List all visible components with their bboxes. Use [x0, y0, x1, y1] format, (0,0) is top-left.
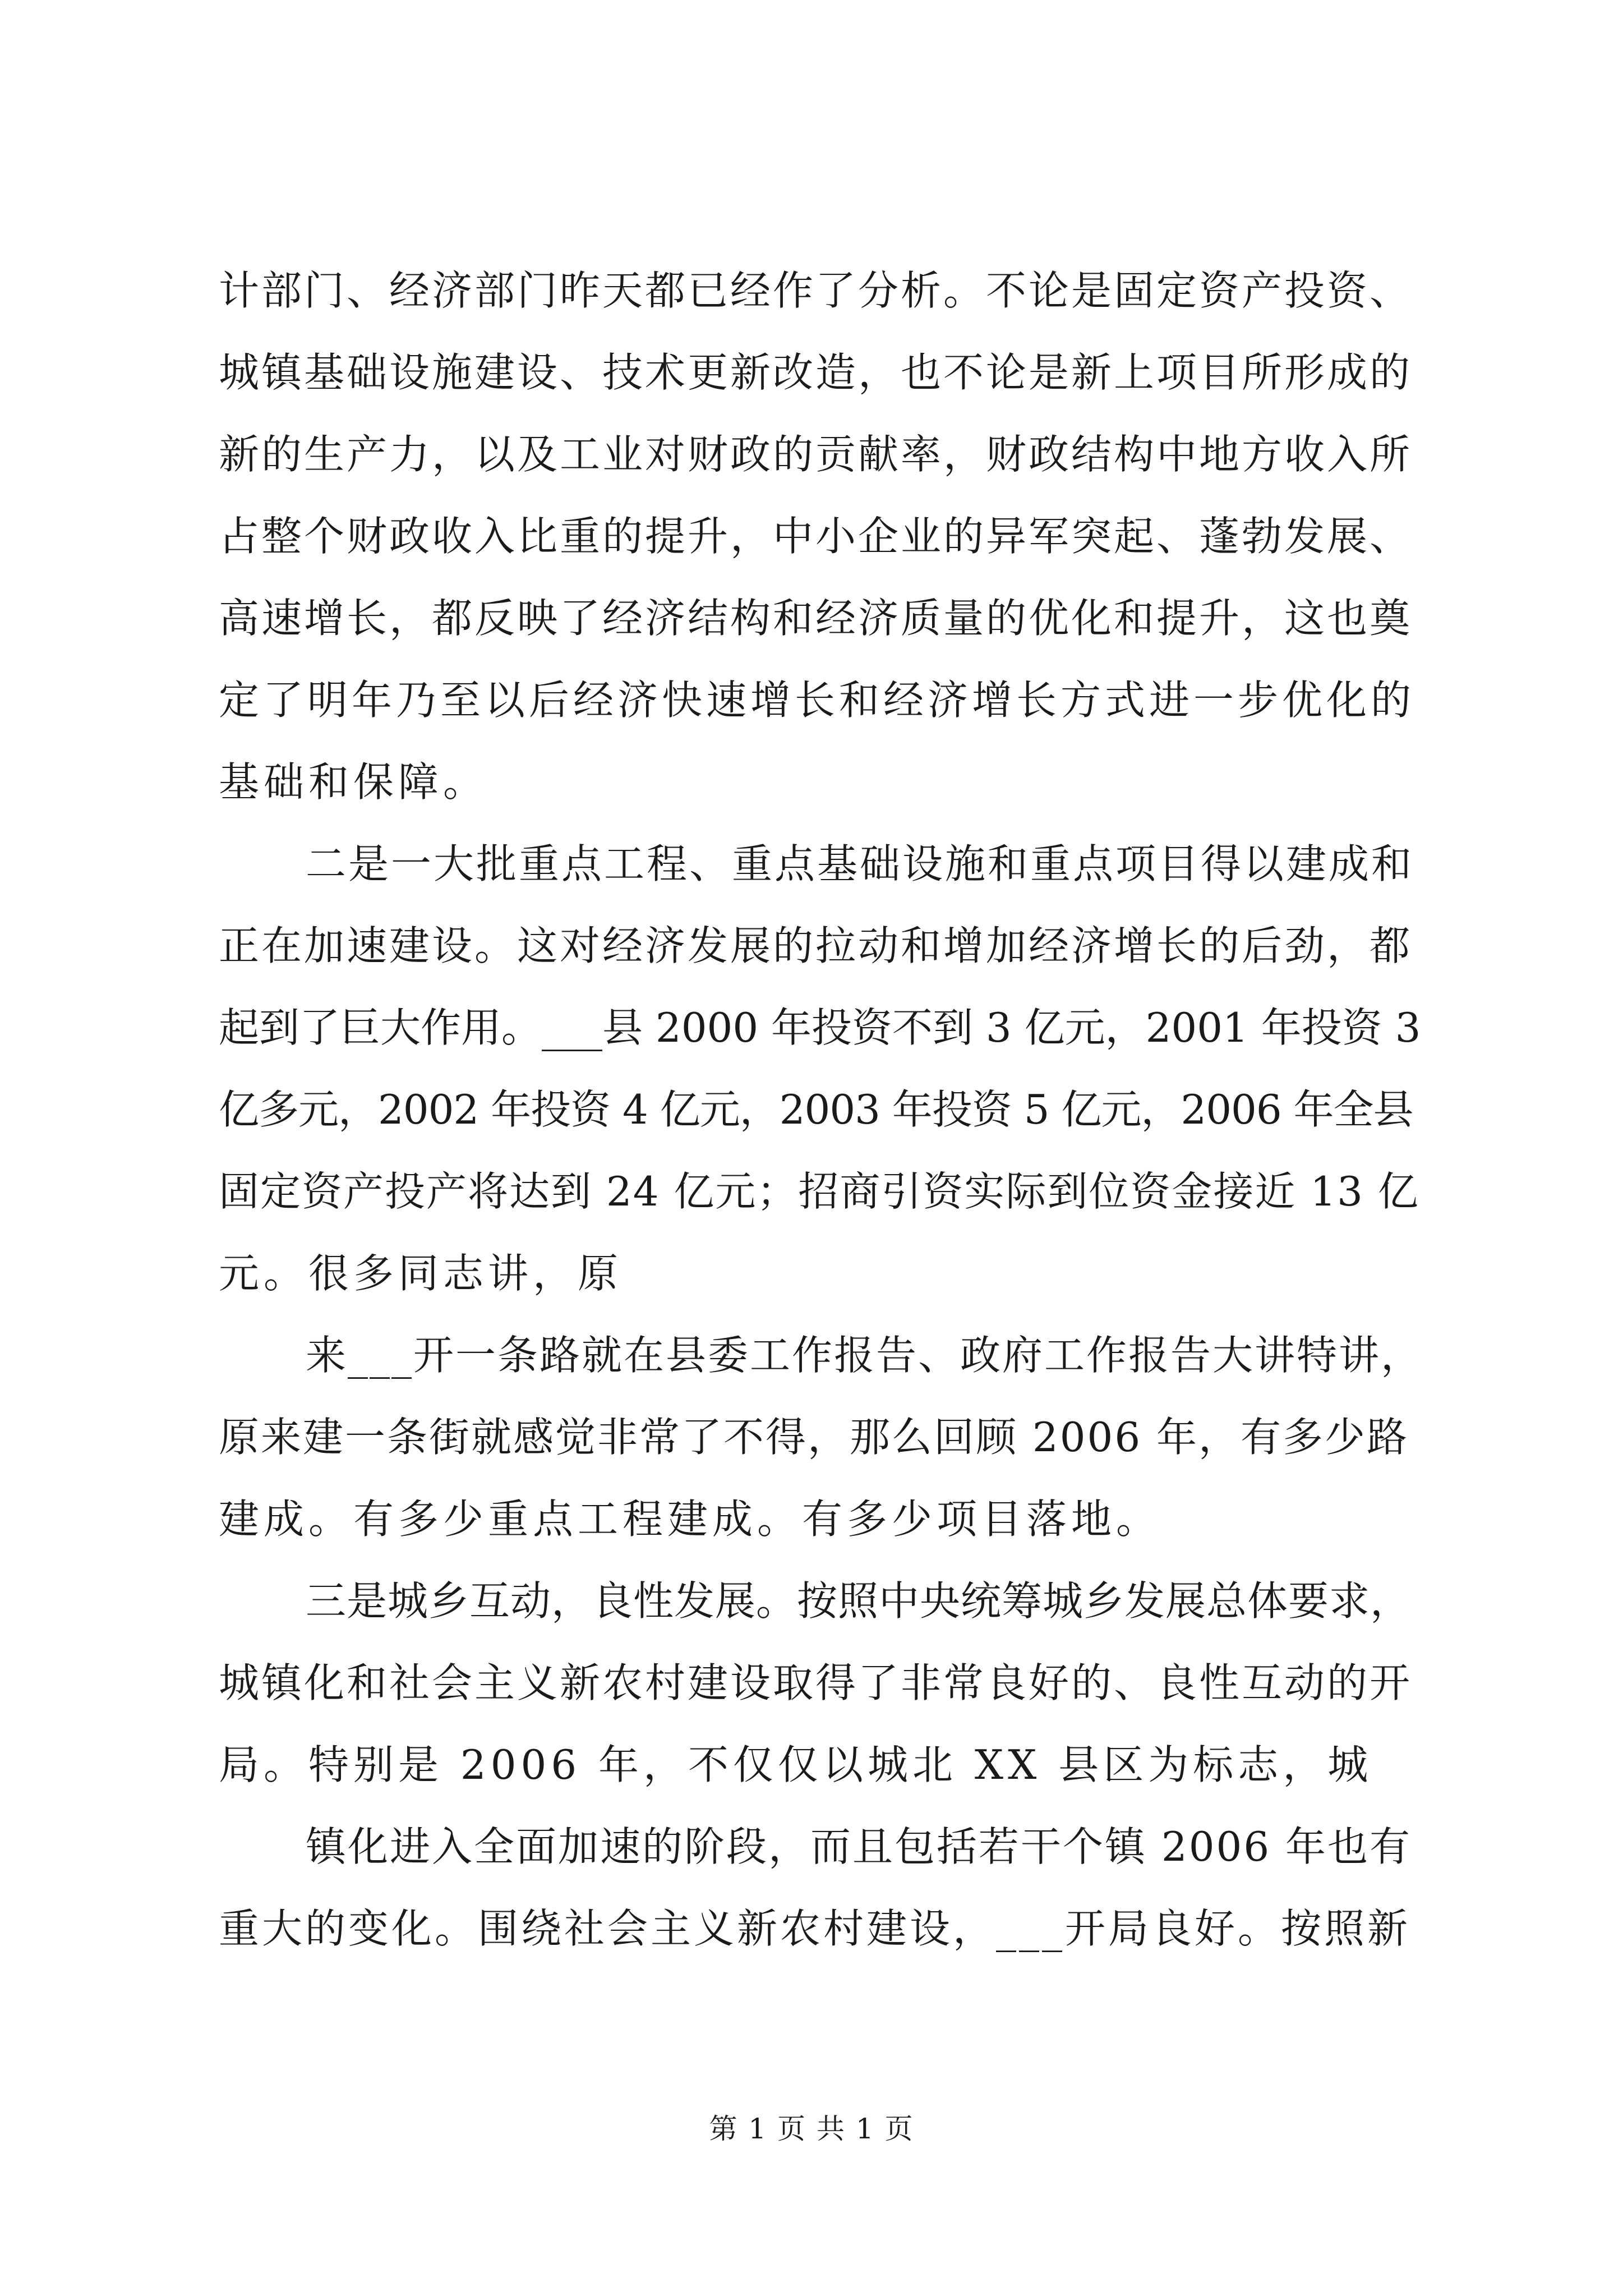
text-line: 城镇化和社会主义新农村建设取得了非常良好的、良性互动的开	[219, 1659, 1413, 1706]
text-line: 固定资产投产将达到 24 亿元；招商引资实际到位资金接近 13 亿	[219, 1168, 1419, 1215]
text-line: 原来建一条街就感觉非常了不得，那么回顾 2006 年，有多少路	[219, 1414, 1409, 1461]
text-line: 局。特别是 2006 年，不仅仅以城北 XX 县区为标志，城	[219, 1741, 1373, 1788]
text-line: 建成。有多少重点工程建成。有多少项目落地。	[219, 1496, 1161, 1543]
text-line: 新的生产力，以及工业对财政的贡献率，财政结构中地方收入所	[219, 431, 1413, 478]
text-line: 元。很多同志讲，原	[219, 1250, 623, 1297]
paragraph-first-line: 二是一大批重点工程、重点基础设施和重点项目得以建成和	[306, 840, 1414, 887]
text-line: 基础和保障。	[219, 758, 488, 806]
document-body	[219, 250, 1424, 1970]
text-line: 起到了巨大作用。___县 2000 年投资不到 3 亿元，2001 年投资 3	[219, 1004, 1421, 1051]
paragraph-first-line: 镇化进入全面加速的阶段，而且包括若干个镇 2006 年也有	[306, 1823, 1412, 1870]
text-line: 重大的变化。围绕社会主义新农村建设，___开局良好。按照新	[219, 1905, 1411, 1952]
text-line: 正在加速建设。这对经济发展的拉动和增加经济增长的后劲，都	[219, 922, 1413, 969]
text-line: 城镇基础设施建设、技术更新改造，也不论是新上项目所形成的	[219, 349, 1413, 396]
page-number-footer: 第 1 页 共 1 页	[709, 2113, 914, 2145]
text-line: 定了明年乃至以后经济快速增长和经济增长方式进一步优化的	[219, 677, 1415, 724]
text-line: 占整个财政收入比重的提升，中小企业的异军突起、蓬勃发展、	[219, 513, 1413, 560]
paragraph-first-line: 三是城乡互动，良性发展。按照中央统筹城乡发展总体要求，	[306, 1577, 1412, 1625]
text-line: 高速增长，都反映了经济结构和经济质量的优化和提升，这也奠	[219, 595, 1413, 642]
text-line: 计部门、经济部门昨天都已经作了分析。不论是固定资产投资、	[219, 267, 1413, 314]
paragraph-first-line: 来___开一条路就在县委工作报告、政府工作报告大讲特讲，	[306, 1332, 1423, 1379]
text-line: 亿多元，2002 年投资 4 亿元，2003 年投资 5 亿元，2006 年全县	[219, 1086, 1413, 1133]
